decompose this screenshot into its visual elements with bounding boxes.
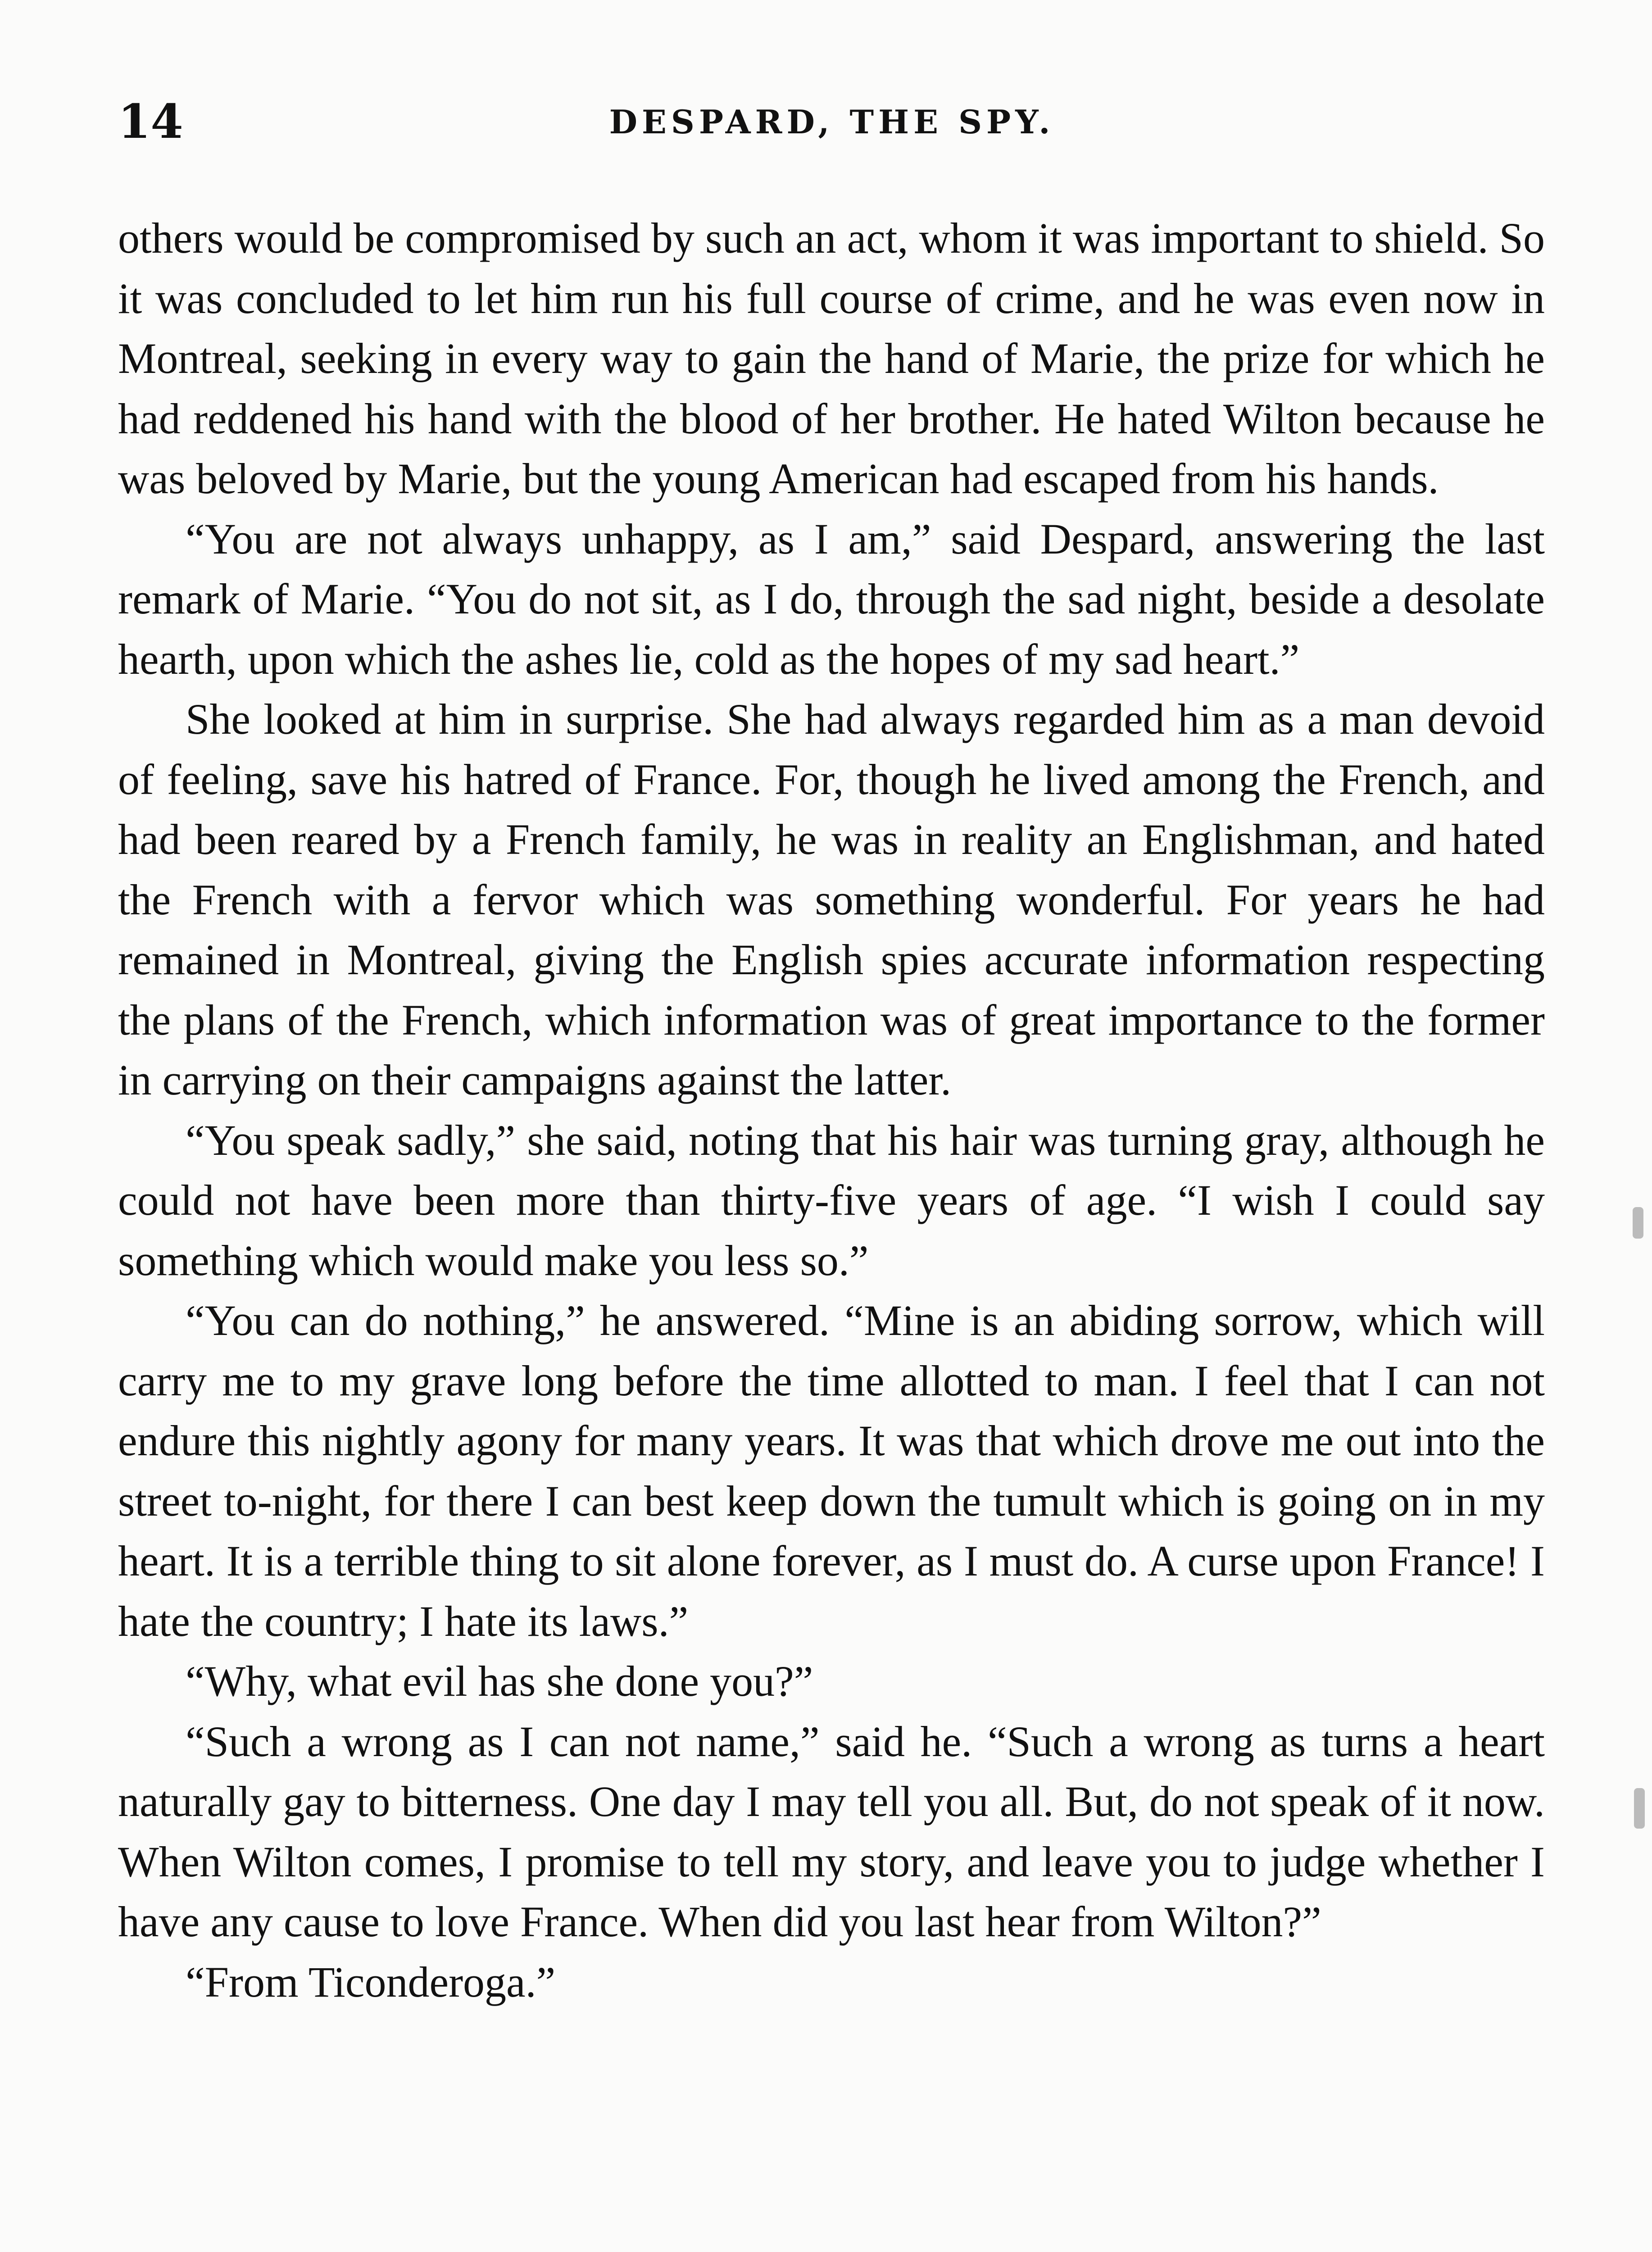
paragraph-ticonderoga: “From Ticonderoga.” bbox=[186, 1957, 556, 2006]
body-text bbox=[118, 208, 1545, 2012]
paragraph-despard-reply: “You are not always unhappy, as I am,” said Despard, answering the last remark of Marie. “You do not sit, as I do, through the sad night, beside a desolate hearth, upon which the ashes lie, cold as the hopes of my sad heart.” bbox=[118, 514, 1545, 683]
paragraph-marie-surprise: She looked at him in surprise. She had always regarded him as a man devoid of feeling, save his hatred of France. For, though he lived among the French, and had been reared by a French family, he was in reality an Englishman, and hated the French with a fervor which was something wonderful. For years he had remained in Montreal, giving the English spies accurate information respecting the plans of the French, which information was of great importance to the former in carrying on their campaigns against the latter. bbox=[118, 695, 1545, 1104]
running-head bbox=[118, 92, 1546, 155]
page-number: 14 bbox=[118, 94, 183, 149]
paragraph-speak-sadly: “You speak sadly,” she said, noting that his hair was turning gray, although he could not have been more than thirty-five years of age. “I wish I could say something which would make you less so.” bbox=[118, 1116, 1545, 1285]
margin-blot bbox=[1634, 1788, 1645, 1829]
running-title: DESPARD, THE SPY. bbox=[609, 103, 1055, 141]
margin-blot bbox=[1633, 1207, 1643, 1239]
paragraph-abiding-sorrow: “You can do nothing,” he answered. “Mine is an abiding sorrow, which will carry me to my grave long before the time allotted to man. I feel that I can not endure this nightly agony for many years. It was that which drove me out into the street to-night, for there I can best keep down the tumult which is going on in my heart. It is a terrible thing to sit alone forever, as I must do. A curse upon France! I hate the country; I hate its laws.” bbox=[118, 1296, 1545, 1645]
paragraph-what-evil: “Why, what evil has she done you?” bbox=[186, 1657, 813, 1705]
paragraph-such-a-wrong: “Such a wrong as I can not name,” said he. “Such a wrong as turns a heart naturally gay to bitterness. One day I may tell you all. But, do not speak of it now. When Wilton comes, I promise to tell my story, and leave you to judge whether I have any cause to love France. When did you last hear from Wilton?” bbox=[118, 1717, 1545, 1946]
paragraph-continuation: others would be compromised by such an act, whom it was important to shield. So it was concluded to let him run his full course of crime, and he was even now in Montreal, seeking in every way to gain the hand of Marie, the prize for which he had reddened his hand with the blood of her brother. He hated Wilton because he was beloved by Marie, but the young American had escaped from his hands. bbox=[118, 214, 1545, 503]
